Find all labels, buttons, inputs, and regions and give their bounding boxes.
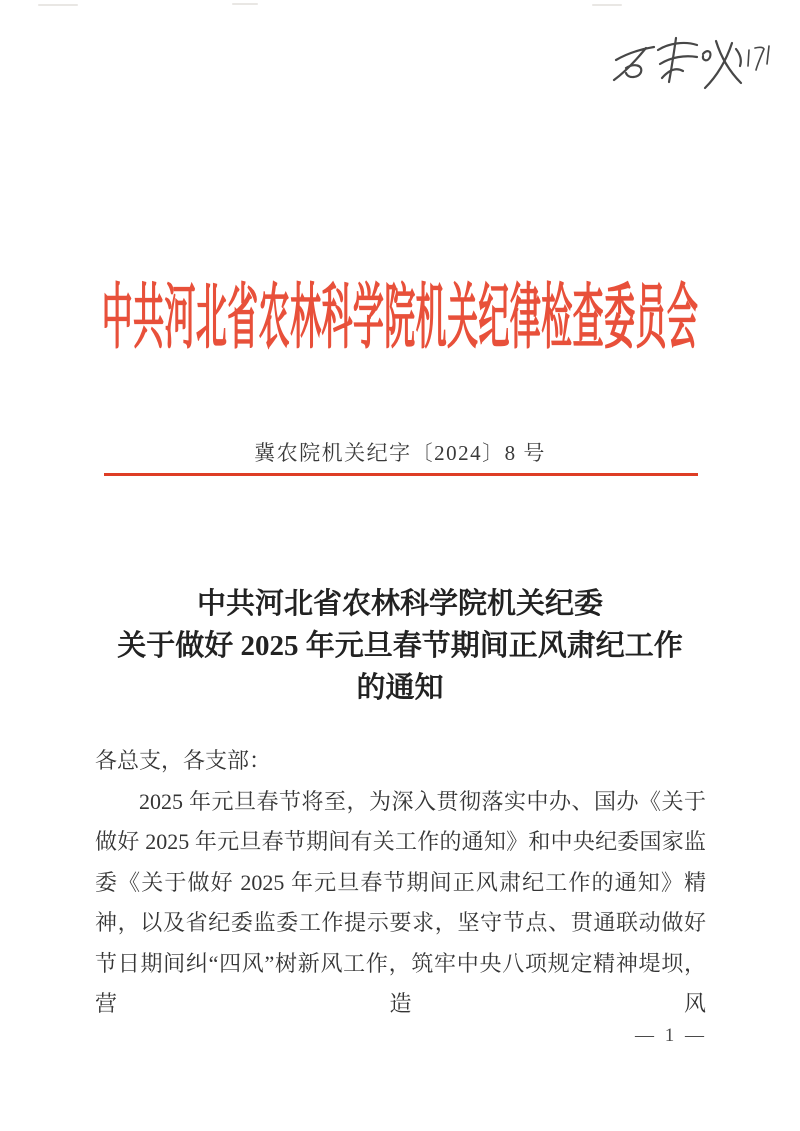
document-number: 冀农院机关纪字〔2024〕8 号: [254, 441, 546, 465]
salutation: 各总支，各支部：: [95, 748, 272, 773]
notice-title-line-1: 中共河北省农林科学院机关纪委: [196, 588, 603, 620]
scan-speck: [232, 3, 258, 5]
page-number: — 1 —: [635, 1025, 707, 1046]
issuing-organization-title-text: 中共河北省农林科学院机关纪律检查委员会: [101, 276, 699, 358]
scan-speck: [592, 4, 622, 6]
notice-title-line-2: 关于做好 2025 年元旦春节期间正风肃纪工作: [117, 630, 683, 662]
handwritten-annotation: [606, 28, 774, 106]
issuing-organization-title: [0, 268, 800, 358]
handwriting-scribble-icon: [606, 28, 774, 106]
document-body: [95, 741, 706, 1025]
red-divider-line: [104, 473, 698, 476]
body-paragraph: 2025 年元旦春节将至，为深入贯彻落实中办、国办《关于做好 2025 年元旦春节期间有关工作的通知》和中央纪委国家监委《关于做好 2025 年元旦春节期间正风肃纪工作的通知》精神，以及省纪委监委工作提示要求，坚守节点、贯通联动做好节日期间纠“四风”树新风工作，筑牢中央八项规定精神堤坝，营造风: [95, 788, 706, 1016]
notice-title: [0, 583, 800, 709]
notice-title-line-3: 的通知: [356, 672, 444, 704]
scan-speck: [38, 4, 78, 6]
